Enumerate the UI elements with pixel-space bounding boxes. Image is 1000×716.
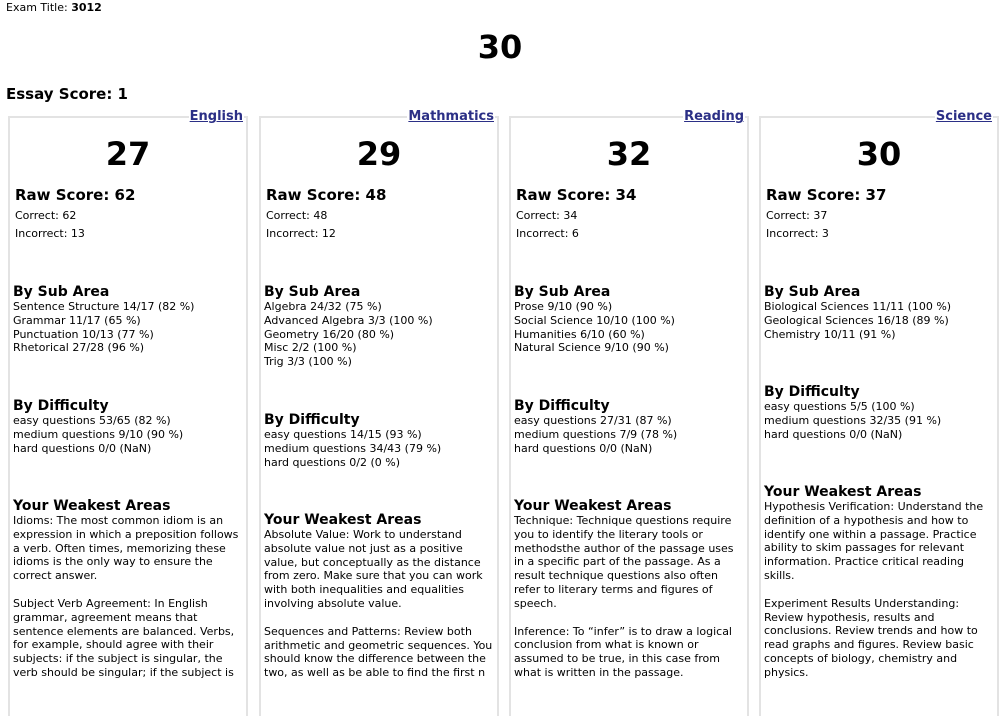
scaled-score: 27 — [105, 135, 151, 173]
exam-title-label: Exam Title: — [6, 1, 68, 14]
sub-area-line: Sentence Structure 14/17 (82 %) — [13, 300, 195, 313]
sub-area-line: Humanities 6/10 (60 %) — [514, 327, 645, 341]
weakest-areas-heading: Your Weakest Areas — [764, 484, 922, 500]
scaled-score: 29 — [356, 135, 402, 173]
correct-count: Correct: 48 — [266, 209, 328, 222]
incorrect-count: Incorrect: 6 — [516, 227, 579, 240]
weakest-areas-section — [764, 484, 996, 694]
sub-area-line: Grammar 11/17 (65 %) — [13, 313, 141, 327]
raw-score: Raw Score: 62 — [15, 186, 136, 204]
exam-title — [6, 1, 102, 14]
exam-title-value: 3012 — [71, 1, 102, 14]
difficulty-section — [514, 398, 746, 455]
sub-area-line: Geometry 16/20 (80 %) — [264, 327, 395, 341]
difficulty-line: easy questions 53/65 (82 %) — [13, 414, 171, 427]
sub-area-line: Misc 2/2 (100 %) — [264, 341, 357, 355]
difficulty-heading: By Difficulty — [764, 384, 860, 400]
weak-area-text: Experiment Results Understanding: Review hypothesis, results and conclusions. Review trends and how to read graphs and figures. Review basic concepts of biology, chemistry and physics. — [764, 596, 978, 679]
weak-area-text: Hypothesis Verification: Understand the definition of a hypothesis and how to identify one within a passage. Practice ability to skim passages for relevant information. Practice critical reading skills. — [764, 500, 984, 582]
weak-area-text: Subject Verb Agreement: In English grammar, agreement means that sentence elements are balanced. Verbs, for example, should agree with their subjects: if the subject is singular, the verb should be singular; if the subject is — [13, 596, 235, 679]
subject-column-reading — [509, 109, 753, 716]
difficulty-line: easy questions 5/5 (100 %) — [764, 400, 915, 413]
raw-score: Raw Score: 48 — [266, 186, 387, 204]
sub-area-heading: By Sub Area — [514, 284, 611, 300]
sub-area-line: Trig 3/3 (100 %) — [264, 355, 352, 369]
weakest-areas-heading: Your Weakest Areas — [264, 512, 422, 528]
incorrect-count: Incorrect: 3 — [766, 227, 829, 240]
raw-score: Raw Score: 37 — [766, 186, 887, 204]
weak-area-text: Idioms: The most common idiom is an expression in which a preposition follows a verb. Often times, memorizing these idioms is the only way to ensure the correct answer. — [13, 514, 239, 583]
weak-area-text: Technique: Technique questions require you to identify the literary tools or methodsthe author of the passage uses in a specific part of the passage. As a result technique questions also often refer to literary terms and figures of speech. — [514, 514, 734, 610]
sub-area-section — [764, 284, 996, 341]
sub-area-heading: By Sub Area — [264, 284, 361, 300]
essay-score: Essay Score: 1 — [6, 85, 128, 103]
sub-area-line: Geological Sciences 16/18 (89 %) — [764, 313, 949, 327]
weakest-areas-heading: Your Weakest Areas — [514, 498, 672, 514]
weakest-areas-section — [514, 498, 746, 694]
difficulty-line: hard questions 0/0 (NaN) — [764, 427, 903, 441]
weak-area-text: Sequences and Patterns: Review both arithmetic and geometric sequences. You should know the difference between the two, as well as be able to find the first n — [264, 624, 493, 680]
difficulty-heading: By Difficulty — [264, 412, 360, 428]
subject-column-mathmatics — [259, 109, 503, 716]
correct-count: Correct: 34 — [516, 209, 578, 222]
difficulty-line: easy questions 27/31 (87 %) — [514, 414, 672, 427]
sub-area-section — [13, 284, 245, 355]
difficulty-heading: By Difficulty — [514, 398, 610, 414]
raw-score: Raw Score: 34 — [516, 186, 637, 204]
sub-area-heading: By Sub Area — [13, 284, 110, 300]
subject-link-english[interactable]: English — [189, 109, 243, 124]
weakest-areas-section — [13, 498, 245, 694]
difficulty-line: easy questions 14/15 (93 %) — [264, 428, 422, 441]
subject-link-reading[interactable]: Reading — [684, 109, 744, 124]
sub-area-line: Chemistry 10/11 (91 %) — [764, 327, 896, 341]
weak-area-text: Inference: To “infer” is to draw a logical conclusion from what is known or assumed to be true, in this case from what is written in the passage. — [514, 624, 732, 679]
sub-area-section — [264, 284, 496, 369]
sub-area-line: Natural Science 9/10 (90 %) — [514, 341, 669, 355]
subject-link-mathmatics[interactable]: Mathmatics — [408, 109, 494, 124]
incorrect-count: Incorrect: 13 — [15, 227, 85, 240]
difficulty-line: hard questions 0/0 (NaN) — [13, 441, 152, 455]
difficulty-section — [264, 412, 496, 469]
subject-column-science — [759, 109, 1000, 716]
sub-area-line: Biological Sciences 11/11 (100 %) — [764, 300, 952, 313]
sub-area-line: Algebra 24/32 (75 %) — [264, 300, 382, 313]
difficulty-line: medium questions 7/9 (78 %) — [514, 427, 678, 441]
difficulty-section — [764, 384, 996, 441]
correct-count: Correct: 62 — [15, 209, 77, 222]
sub-area-line: Punctuation 10/13 (77 %) — [13, 327, 154, 341]
difficulty-line: hard questions 0/2 (0 %) — [264, 455, 401, 469]
subject-link-science[interactable]: Science — [935, 109, 992, 124]
sub-area-line: Rhetorical 27/28 (96 %) — [13, 341, 145, 355]
scaled-score: 30 — [856, 135, 902, 173]
difficulty-heading: By Difficulty — [13, 398, 109, 414]
difficulty-line: medium questions 34/43 (79 %) — [264, 441, 442, 455]
scaled-score: 32 — [606, 135, 652, 173]
correct-count: Correct: 37 — [766, 209, 828, 222]
sub-area-line: Prose 9/10 (90 %) — [514, 300, 613, 313]
difficulty-line: medium questions 32/35 (91 %) — [764, 413, 942, 427]
incorrect-count: Incorrect: 12 — [266, 227, 336, 240]
composite-score: 30 — [477, 28, 523, 66]
difficulty-line: medium questions 9/10 (90 %) — [13, 427, 184, 441]
weak-area-text: Absolute Value: Work to understand absolute value not just as a positive value, but conceptually as the distance from zero. Make sure that you can work with both inequalities and equalities involving absolute value. — [264, 528, 483, 610]
sub-area-heading: By Sub Area — [764, 284, 861, 300]
difficulty-line: hard questions 0/0 (NaN) — [514, 441, 653, 455]
sub-area-line: Advanced Algebra 3/3 (100 %) — [264, 313, 433, 327]
sub-area-line: Social Science 10/10 (100 %) — [514, 313, 675, 327]
weakest-areas-heading: Your Weakest Areas — [13, 498, 171, 514]
sub-area-section — [514, 284, 746, 355]
subject-column-english — [8, 109, 252, 716]
weakest-areas-section — [264, 512, 496, 694]
difficulty-section — [13, 398, 245, 455]
